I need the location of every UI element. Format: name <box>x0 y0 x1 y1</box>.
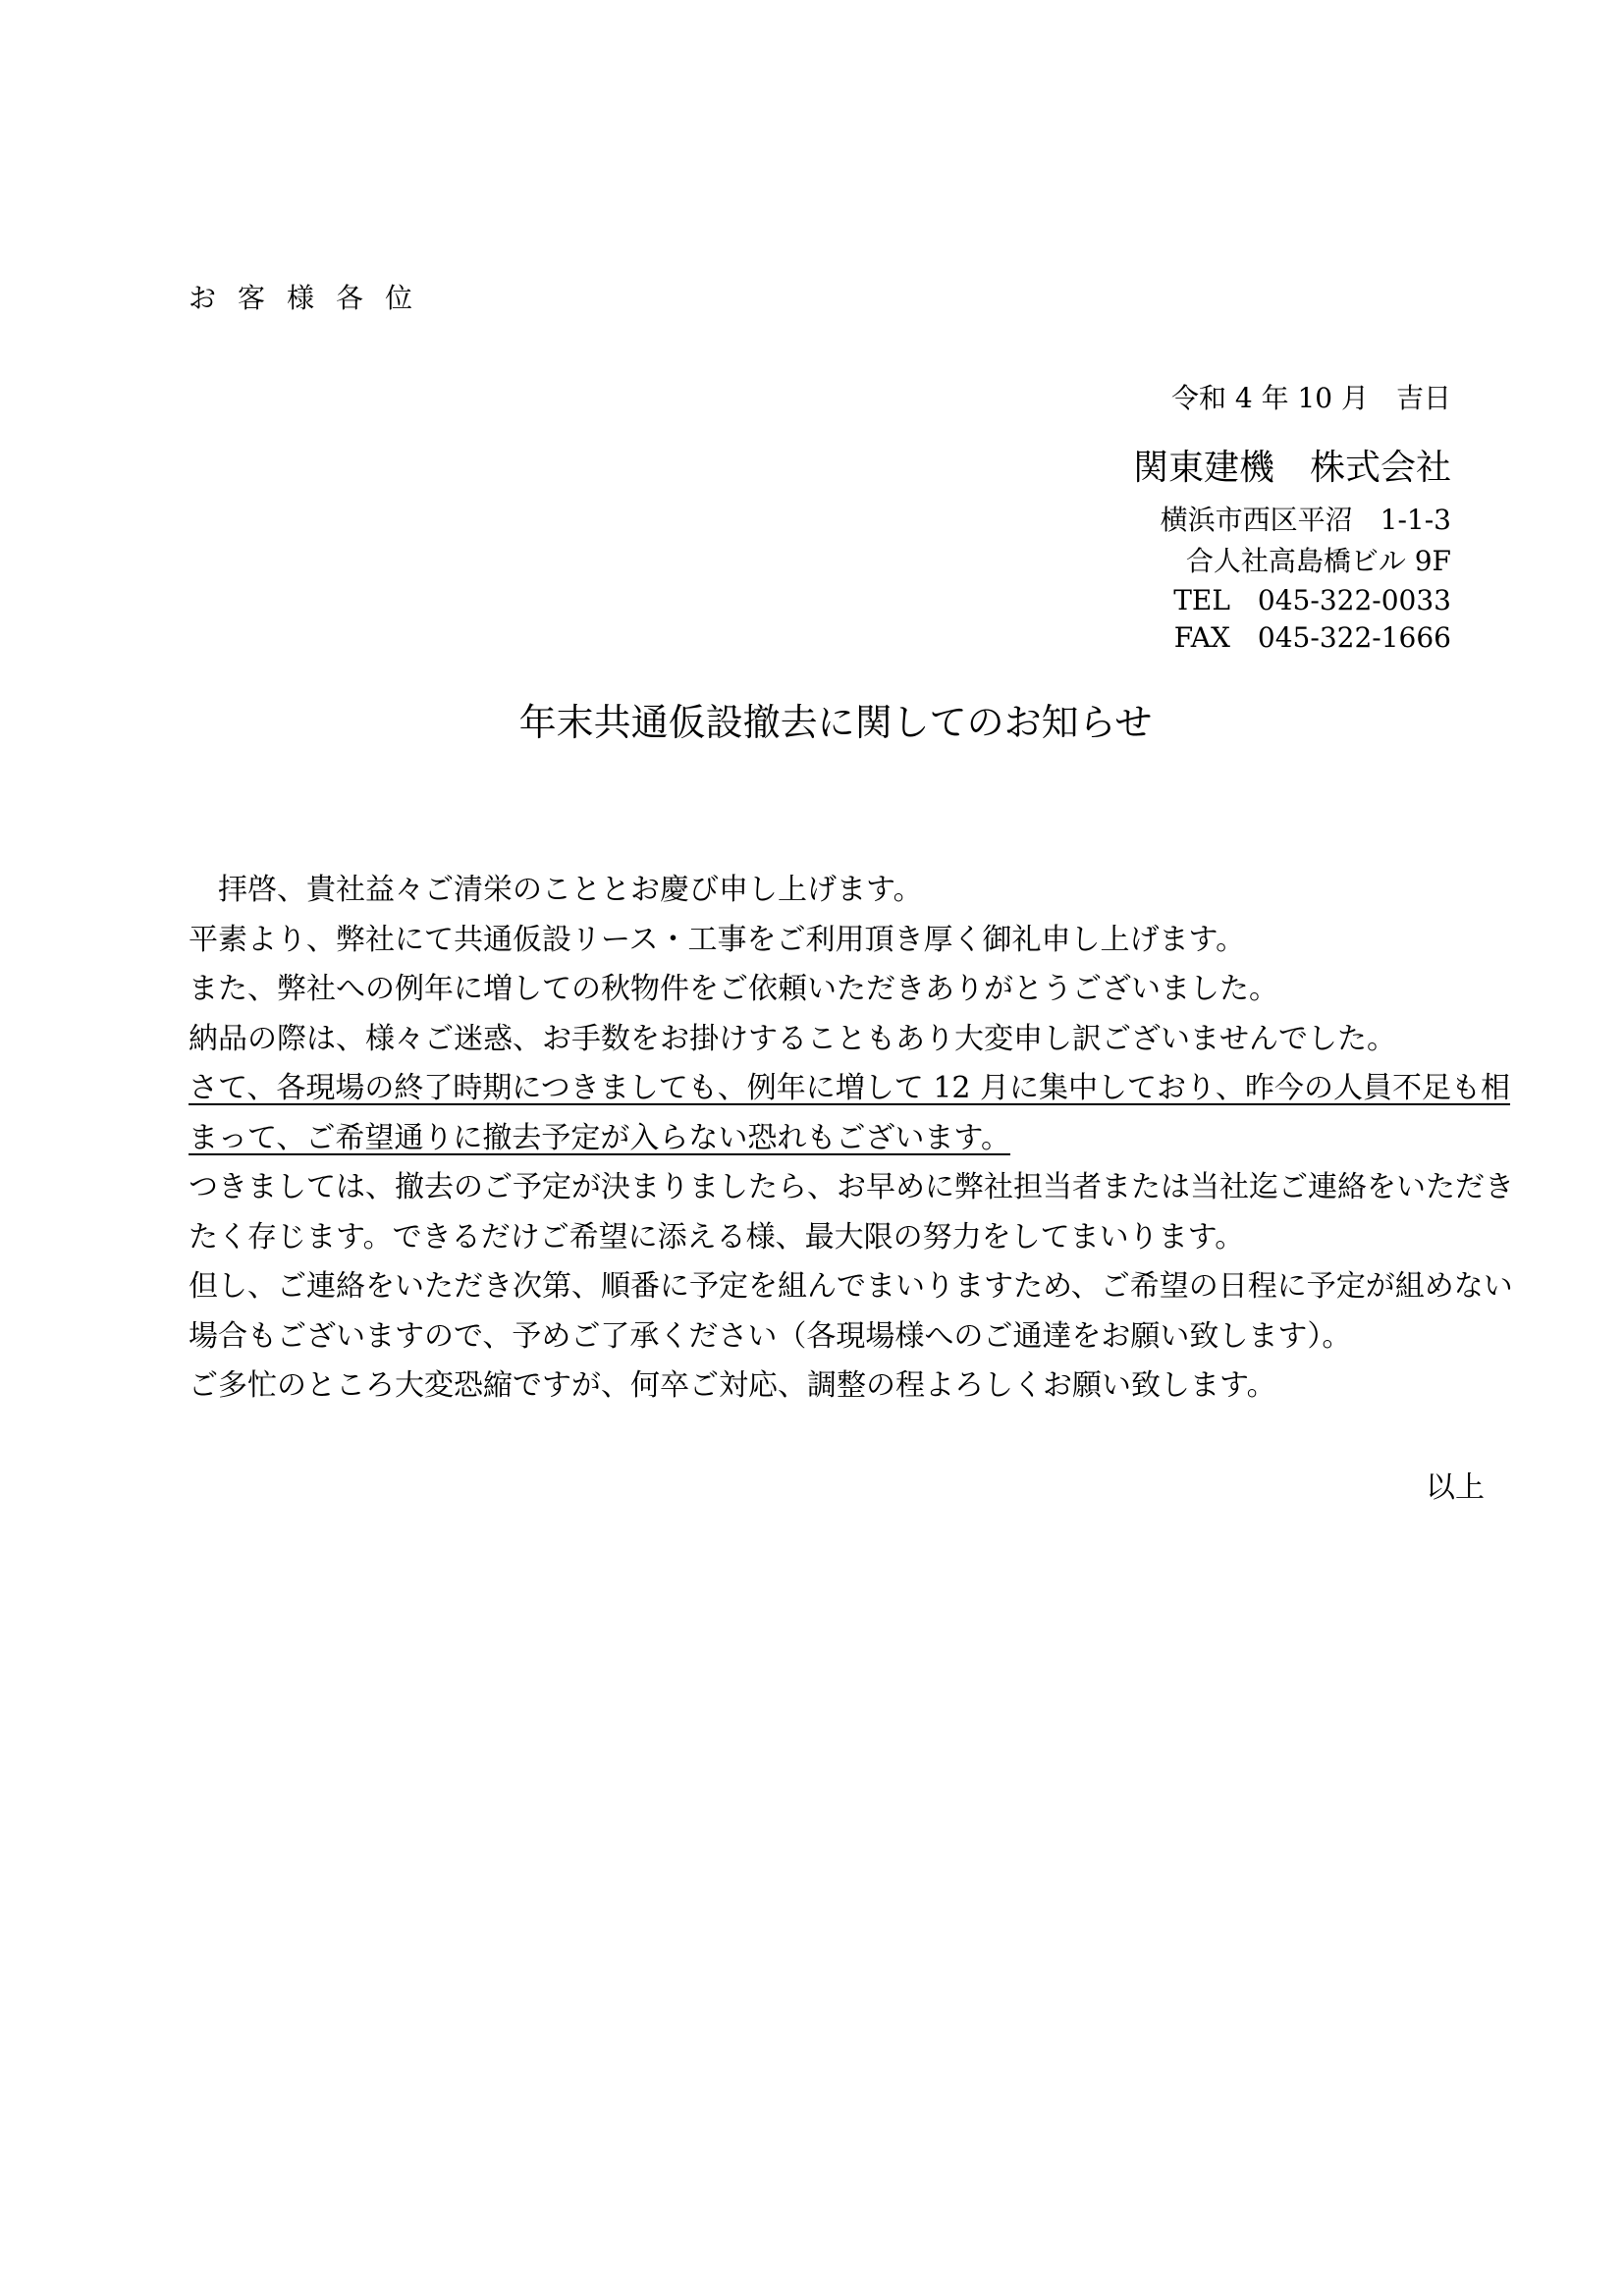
body-line: 但し、ご連絡をいただき次第、順番に予定を組んでまいりますため、ご希望の日程に予定が組めない <box>189 1269 1513 1304</box>
salutation: お客様各位 <box>189 282 435 314</box>
body-line-underlined: さて、各現場の終了時期につきましても、例年に増して 12 月に集中しており、昨今の人員不足も相 <box>189 1071 1511 1105</box>
sender-company: 関東建機 株式会社 <box>1132 448 1451 488</box>
closing-remark: 以上 <box>1426 1470 1485 1505</box>
body-line: ご多忙のところ大変恐縮ですが、何卒ご対応、調整の程よろしくお願い致します。 <box>189 1368 1276 1403</box>
sender-address-line-1: 横浜市西区平沼 1-1-3 <box>1160 504 1451 536</box>
document-title: 年末共通仮設撤去に関してのお知らせ <box>518 701 1153 744</box>
letter-body <box>189 869 1514 1415</box>
body-line: 平素より、弊社にて共通仮設リース・工事をご利用頂き厚く御礼申し上げます。 <box>189 922 1246 957</box>
body-line: たく存じます。できるだけご希望に添える様、最大限の努力をしてまいります。 <box>189 1219 1245 1255</box>
issue-date: 令和 4 年 10 月 吉日 <box>1170 382 1451 414</box>
body-line: つきましては、撤去のご予定が決まりましたら、お早めに弊社担当者または当社迄ご連絡をいただき <box>189 1170 1514 1204</box>
body-line: 納品の際は、様々ご迷惑、お手数をお掛けすることもあり大変申し訳ございませんでした。 <box>189 1021 1396 1056</box>
body-line: 拝啓、貴社益々ご清栄のこととお慶び申し上げます。 <box>189 873 923 907</box>
body-line-underlined: まって、ご希望通りに撤去予定が入らない恐れもございます。 <box>189 1120 1010 1155</box>
sender-fax: FAX 045-322-1666 <box>1173 621 1451 654</box>
sender-tel: TEL 045-322-0033 <box>1173 584 1451 616</box>
sender-address-line-2: 合人社高島橋ビル 9F <box>1185 545 1451 577</box>
body-line: また、弊社への例年に増しての秋物件をご依頼いただきありがとうございました。 <box>189 972 1278 1006</box>
body-line: 場合もございますので、予めご了承ください（各現場様へのご通達をお願い致します）。 <box>189 1318 1352 1354</box>
